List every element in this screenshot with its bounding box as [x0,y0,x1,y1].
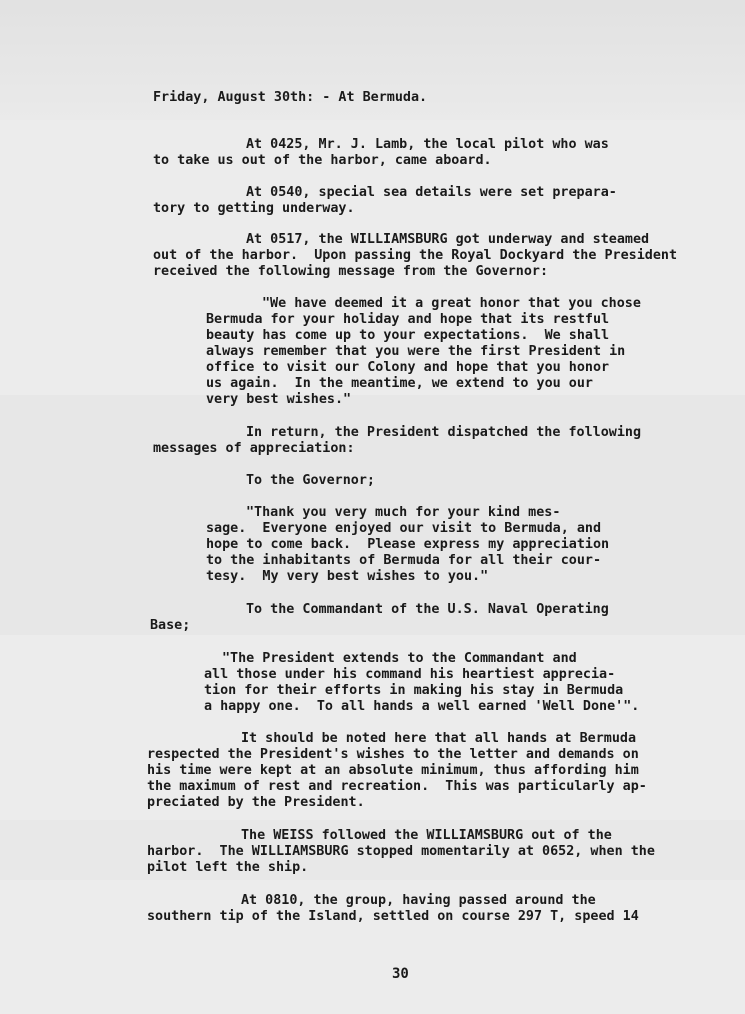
text-line: messages of appreciation: [153,441,355,456]
quote-line: hope to come back. Please express my appreciation [206,537,610,552]
page-number: 30 [392,966,409,982]
text-line: To the Commandant of the U.S. Naval Operating [246,602,609,617]
quote-line: "We have deemed it a great honor that you chose [262,296,641,311]
quote-line: all those under his command his heartiest apprecia- [204,667,616,682]
text-line: The WEISS followed the WILLIAMSBURG out of the [241,828,612,843]
quote-line: always remember that you were the first President in [206,344,626,359]
quote-line: sage. Everyone enjoyed our visit to Bermuda, and [206,521,602,536]
text-line: preciated by the President. [147,795,365,810]
text-line: It should be noted here that all hands at Bermuda [241,731,637,746]
text-line: In return, the President dispatched the following [246,425,642,440]
quote-line: beauty has come up to your expectations. We shall [206,328,610,343]
page-heading: Friday, August 30th: - At Bermuda. [153,90,428,105]
text-line: received the following message from the Governor: [153,264,549,279]
text-line: To the Governor; [246,473,375,488]
quote-line: to the inhabitants of Bermuda for all their cour- [206,553,602,568]
text-line: southern tip of the Island, settled on course 297 T, speed 14 [147,909,639,924]
text-line: At 0810, the group, having passed around the [241,893,596,908]
text-line: tory to getting underway. [153,201,355,216]
text-line: the maximum of rest and recreation. This was particularly ap- [147,779,647,794]
text-line: his time were kept at an absolute minimum, thus affording him [147,763,639,778]
text-line: At 0540, special sea details were set prepara- [246,185,617,200]
text-line: At 0517, the WILLIAMSBURG got underway and steamed [246,232,650,247]
quote-line: us again. In the meantime, we extend to you our [206,376,593,391]
quote-line: very best wishes." [206,392,352,407]
quote-line: office to visit our Colony and hope that you honor [206,360,610,375]
quote-line: tesy. My very best wishes to you." [206,569,489,584]
text-line: Base; [150,618,191,633]
quote-line: tion for their efforts in making his stay in Bermuda [204,683,624,698]
quote-line: a happy one. To all hands a well earned 'Well Done'". [204,699,640,714]
text-line: pilot left the ship. [147,860,309,875]
quote-line: "Thank you very much for your kind mes- [246,505,561,520]
text-line: At 0425, Mr. J. Lamb, the local pilot who was [246,137,609,152]
text-line: harbor. The WILLIAMSBURG stopped momentarily at 0652, when the [147,844,655,859]
text-line: out of the harbor. Upon passing the Royal Dockyard the President [153,248,678,263]
quote-line: Bermuda for your holiday and hope that its restful [206,312,610,327]
text-line: to take us out of the harbor, came aboard. [153,153,492,168]
quote-line: "The President extends to the Commandant and [222,651,577,666]
text-line: respected the President's wishes to the letter and demands on [147,747,639,762]
